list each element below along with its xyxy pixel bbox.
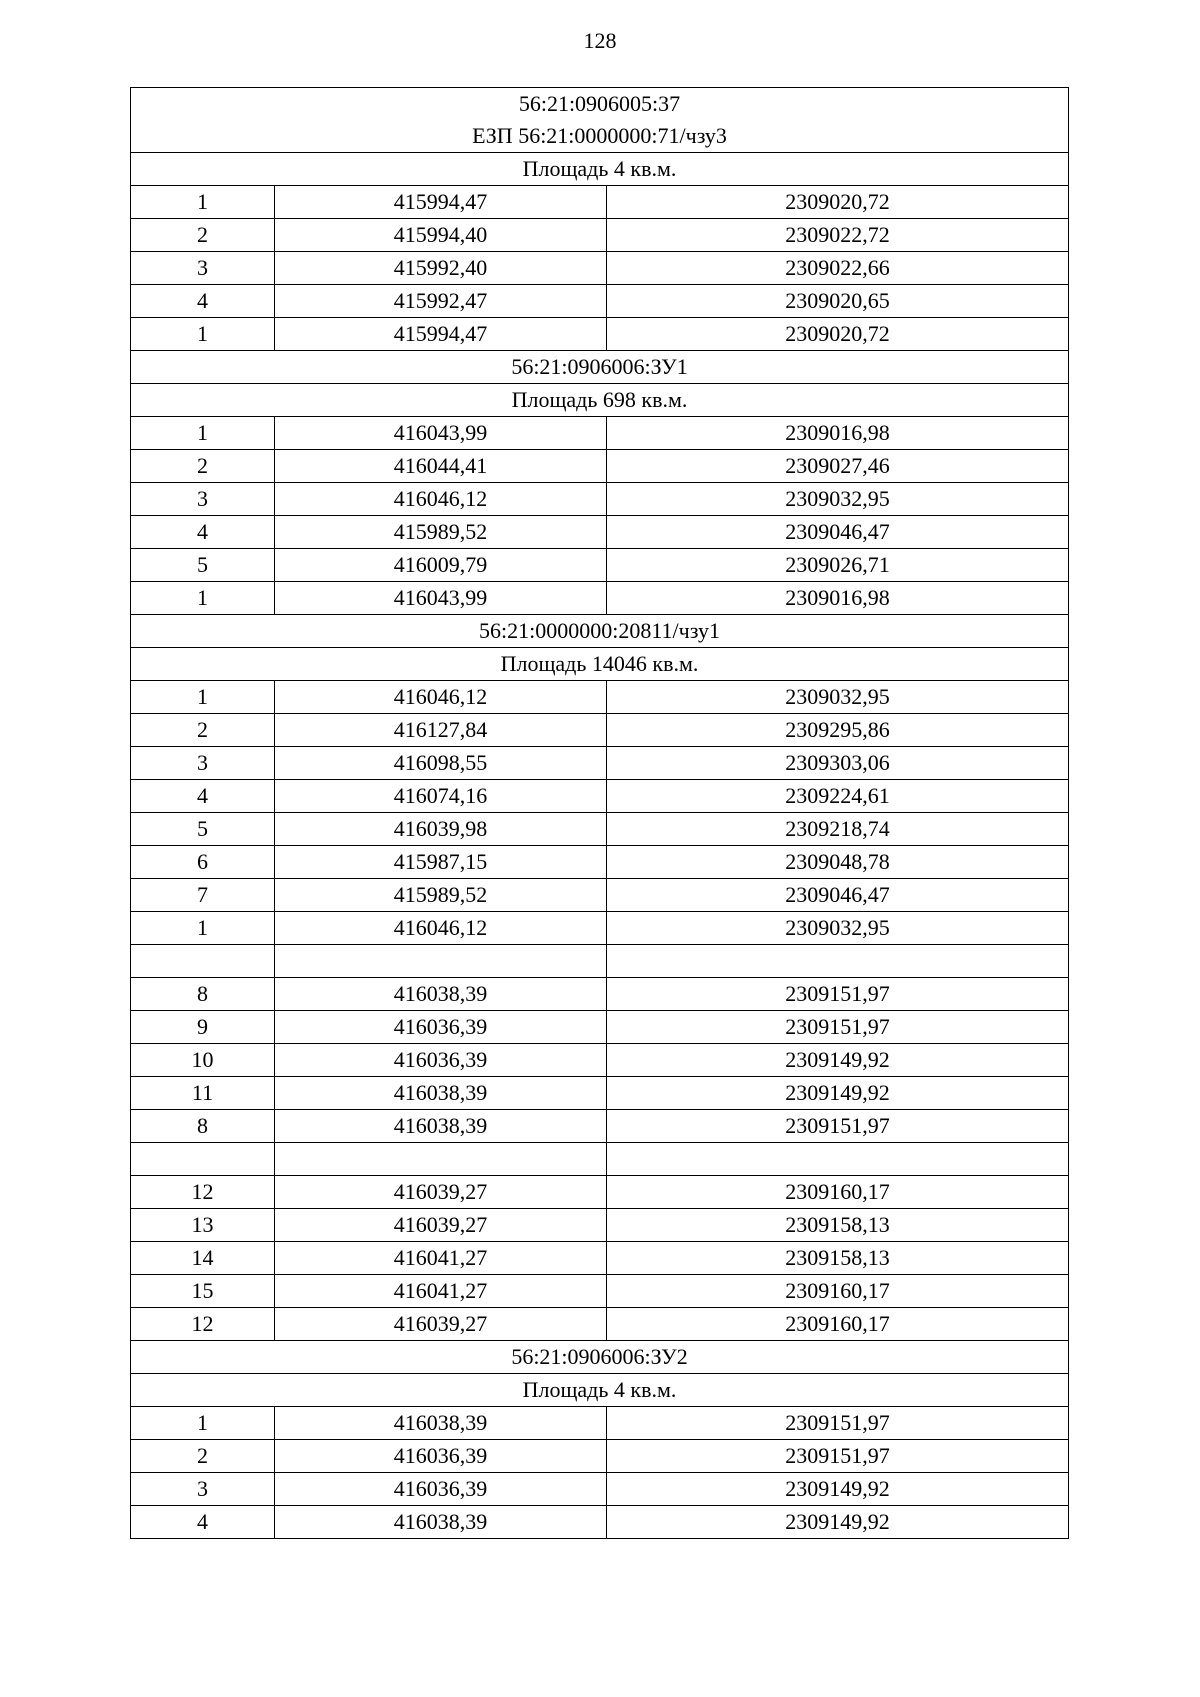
y-coordinate-cell: 2309022,66 bbox=[607, 252, 1069, 285]
x-coordinate-cell: 416039,27 bbox=[275, 1176, 607, 1209]
table-row bbox=[131, 516, 1069, 549]
x-coordinate-cell: 416074,16 bbox=[275, 780, 607, 813]
table-row bbox=[131, 450, 1069, 483]
table-row bbox=[131, 582, 1069, 615]
x-coordinate-cell: 416046,12 bbox=[275, 483, 607, 516]
x-coordinate-cell: 415994,40 bbox=[275, 219, 607, 252]
point-number-cell: 1 bbox=[131, 318, 275, 351]
point-number-cell: 4 bbox=[131, 1506, 275, 1539]
point-number-cell: 1 bbox=[131, 912, 275, 945]
point-number-cell: 12 bbox=[131, 1176, 275, 1209]
point-number-cell: 1 bbox=[131, 186, 275, 219]
y-coordinate-cell: 2309158,13 bbox=[607, 1209, 1069, 1242]
y-coordinate-cell: 2309149,92 bbox=[607, 1044, 1069, 1077]
section-title-cell: 56:21:0000000:20811/чзу1 bbox=[131, 615, 1069, 648]
x-coordinate-cell: 415994,47 bbox=[275, 318, 607, 351]
point-number-cell: 4 bbox=[131, 780, 275, 813]
y-coordinate-cell: 2309016,98 bbox=[607, 417, 1069, 450]
x-coordinate-cell: 416038,39 bbox=[275, 1110, 607, 1143]
point-number-cell: 10 bbox=[131, 1044, 275, 1077]
x-coordinate-cell: 416044,41 bbox=[275, 450, 607, 483]
y-coordinate-cell: 2309151,97 bbox=[607, 1011, 1069, 1044]
table-row bbox=[131, 549, 1069, 582]
section-title-row bbox=[131, 153, 1069, 186]
parcel-header-cell bbox=[131, 88, 1069, 153]
point-number-cell: 2 bbox=[131, 450, 275, 483]
table-row bbox=[131, 1275, 1069, 1308]
y-coordinate-cell: 2309046,47 bbox=[607, 516, 1069, 549]
point-number-cell bbox=[131, 945, 275, 978]
x-coordinate-cell: 416039,27 bbox=[275, 1308, 607, 1341]
x-coordinate-cell: 416039,27 bbox=[275, 1209, 607, 1242]
table-row bbox=[131, 219, 1069, 252]
x-coordinate-cell bbox=[275, 1143, 607, 1176]
table-row bbox=[131, 1077, 1069, 1110]
y-coordinate-cell: 2309026,71 bbox=[607, 549, 1069, 582]
point-number-cell: 5 bbox=[131, 549, 275, 582]
table-row bbox=[131, 681, 1069, 714]
y-coordinate-cell: 2309020,72 bbox=[607, 318, 1069, 351]
x-coordinate-cell: 415987,15 bbox=[275, 846, 607, 879]
table-row bbox=[131, 1473, 1069, 1506]
y-coordinate-cell: 2309151,97 bbox=[607, 1110, 1069, 1143]
coordinates-table-body bbox=[131, 88, 1069, 1539]
table-row bbox=[131, 483, 1069, 516]
y-coordinate-cell: 2309303,06 bbox=[607, 747, 1069, 780]
table-row bbox=[131, 1044, 1069, 1077]
point-number-cell: 15 bbox=[131, 1275, 275, 1308]
x-coordinate-cell: 416036,39 bbox=[275, 1440, 607, 1473]
table-row bbox=[131, 417, 1069, 450]
x-coordinate-cell: 416038,39 bbox=[275, 978, 607, 1011]
coordinates-table bbox=[130, 87, 1069, 1539]
y-coordinate-cell: 2309048,78 bbox=[607, 846, 1069, 879]
y-coordinate-cell: 2309295,86 bbox=[607, 714, 1069, 747]
section-title-cell: 56:21:0906006:ЗУ1 bbox=[131, 351, 1069, 384]
section-title-row bbox=[131, 351, 1069, 384]
x-coordinate-cell: 416043,99 bbox=[275, 417, 607, 450]
y-coordinate-cell bbox=[607, 1143, 1069, 1176]
x-coordinate-cell: 415989,52 bbox=[275, 879, 607, 912]
point-number-cell: 1 bbox=[131, 582, 275, 615]
point-number-cell: 6 bbox=[131, 846, 275, 879]
point-number-cell: 8 bbox=[131, 978, 275, 1011]
parcel-header-line: ЕЗП 56:21:0000000:71/чзу3 bbox=[472, 123, 727, 148]
parcel-header-row bbox=[131, 88, 1069, 153]
x-coordinate-cell: 416036,39 bbox=[275, 1011, 607, 1044]
y-coordinate-cell: 2309160,17 bbox=[607, 1308, 1069, 1341]
table-row bbox=[131, 846, 1069, 879]
point-number-cell: 11 bbox=[131, 1077, 275, 1110]
section-title-cell: Площадь 4 кв.м. bbox=[131, 1374, 1069, 1407]
table-row bbox=[131, 1110, 1069, 1143]
x-coordinate-cell: 416127,84 bbox=[275, 714, 607, 747]
y-coordinate-cell: 2309149,92 bbox=[607, 1473, 1069, 1506]
y-coordinate-cell bbox=[607, 945, 1069, 978]
y-coordinate-cell: 2309151,97 bbox=[607, 1407, 1069, 1440]
point-number-cell: 14 bbox=[131, 1242, 275, 1275]
section-title-cell: Площадь 698 кв.м. bbox=[131, 384, 1069, 417]
x-coordinate-cell: 416041,27 bbox=[275, 1275, 607, 1308]
x-coordinate-cell: 415992,40 bbox=[275, 252, 607, 285]
point-number-cell: 12 bbox=[131, 1308, 275, 1341]
y-coordinate-cell: 2309151,97 bbox=[607, 978, 1069, 1011]
y-coordinate-cell: 2309032,95 bbox=[607, 912, 1069, 945]
point-number-cell: 5 bbox=[131, 813, 275, 846]
table-row bbox=[131, 285, 1069, 318]
x-coordinate-cell: 416046,12 bbox=[275, 681, 607, 714]
point-number-cell: 2 bbox=[131, 219, 275, 252]
table-row bbox=[131, 318, 1069, 351]
y-coordinate-cell: 2309149,92 bbox=[607, 1077, 1069, 1110]
table-row bbox=[131, 1011, 1069, 1044]
y-coordinate-cell: 2309158,13 bbox=[607, 1242, 1069, 1275]
point-number-cell: 9 bbox=[131, 1011, 275, 1044]
point-number-cell: 4 bbox=[131, 516, 275, 549]
table-row bbox=[131, 714, 1069, 747]
table-row bbox=[131, 1440, 1069, 1473]
y-coordinate-cell: 2309046,47 bbox=[607, 879, 1069, 912]
section-title-row bbox=[131, 648, 1069, 681]
point-number-cell bbox=[131, 1143, 275, 1176]
point-number-cell: 1 bbox=[131, 681, 275, 714]
y-coordinate-cell: 2309149,92 bbox=[607, 1506, 1069, 1539]
table-row bbox=[131, 252, 1069, 285]
point-number-cell: 3 bbox=[131, 1473, 275, 1506]
x-coordinate-cell: 416041,27 bbox=[275, 1242, 607, 1275]
table-row bbox=[131, 1176, 1069, 1209]
section-title-cell: Площадь 14046 кв.м. bbox=[131, 648, 1069, 681]
table-row bbox=[131, 780, 1069, 813]
table-row bbox=[131, 945, 1069, 978]
x-coordinate-cell bbox=[275, 945, 607, 978]
x-coordinate-cell: 415989,52 bbox=[275, 516, 607, 549]
point-number-cell: 8 bbox=[131, 1110, 275, 1143]
table-row bbox=[131, 1242, 1069, 1275]
y-coordinate-cell: 2309224,61 bbox=[607, 780, 1069, 813]
section-title-row bbox=[131, 1341, 1069, 1374]
point-number-cell: 2 bbox=[131, 714, 275, 747]
point-number-cell: 3 bbox=[131, 252, 275, 285]
table-row bbox=[131, 1308, 1069, 1341]
y-coordinate-cell: 2309151,97 bbox=[607, 1440, 1069, 1473]
y-coordinate-cell: 2309032,95 bbox=[607, 681, 1069, 714]
y-coordinate-cell: 2309218,74 bbox=[607, 813, 1069, 846]
x-coordinate-cell: 416043,99 bbox=[275, 582, 607, 615]
x-coordinate-cell: 416046,12 bbox=[275, 912, 607, 945]
table-row bbox=[131, 1407, 1069, 1440]
point-number-cell: 13 bbox=[131, 1209, 275, 1242]
page-number: 128 bbox=[583, 28, 617, 53]
y-coordinate-cell: 2309020,72 bbox=[607, 186, 1069, 219]
parcel-header-line: 56:21:0906005:37 bbox=[518, 91, 681, 116]
point-number-cell: 3 bbox=[131, 483, 275, 516]
table-row bbox=[131, 186, 1069, 219]
x-coordinate-cell: 416036,39 bbox=[275, 1473, 607, 1506]
section-title-cell: 56:21:0906006:ЗУ2 bbox=[131, 1341, 1069, 1374]
x-coordinate-cell: 416098,55 bbox=[275, 747, 607, 780]
table-row bbox=[131, 1143, 1069, 1176]
x-coordinate-cell: 415992,47 bbox=[275, 285, 607, 318]
section-title-cell: Площадь 4 кв.м. bbox=[131, 153, 1069, 186]
y-coordinate-cell: 2309032,95 bbox=[607, 483, 1069, 516]
x-coordinate-cell: 416038,39 bbox=[275, 1077, 607, 1110]
table-row bbox=[131, 1506, 1069, 1539]
table-row bbox=[131, 813, 1069, 846]
x-coordinate-cell: 416038,39 bbox=[275, 1407, 607, 1440]
y-coordinate-cell: 2309160,17 bbox=[607, 1176, 1069, 1209]
y-coordinate-cell: 2309027,46 bbox=[607, 450, 1069, 483]
point-number-cell: 1 bbox=[131, 1407, 275, 1440]
section-title-row bbox=[131, 615, 1069, 648]
x-coordinate-cell: 415994,47 bbox=[275, 186, 607, 219]
x-coordinate-cell: 416039,98 bbox=[275, 813, 607, 846]
table-row bbox=[131, 879, 1069, 912]
point-number-cell: 1 bbox=[131, 417, 275, 450]
point-number-cell: 2 bbox=[131, 1440, 275, 1473]
y-coordinate-cell: 2309020,65 bbox=[607, 285, 1069, 318]
y-coordinate-cell: 2309016,98 bbox=[607, 582, 1069, 615]
table-row bbox=[131, 1209, 1069, 1242]
table-row bbox=[131, 912, 1069, 945]
x-coordinate-cell: 416036,39 bbox=[275, 1044, 607, 1077]
section-title-row bbox=[131, 384, 1069, 417]
y-coordinate-cell: 2309160,17 bbox=[607, 1275, 1069, 1308]
point-number-cell: 4 bbox=[131, 285, 275, 318]
x-coordinate-cell: 416038,39 bbox=[275, 1506, 607, 1539]
section-title-row bbox=[131, 1374, 1069, 1407]
y-coordinate-cell: 2309022,72 bbox=[607, 219, 1069, 252]
x-coordinate-cell: 416009,79 bbox=[275, 549, 607, 582]
table-row bbox=[131, 978, 1069, 1011]
table-row bbox=[131, 747, 1069, 780]
point-number-cell: 3 bbox=[131, 747, 275, 780]
point-number-cell: 7 bbox=[131, 879, 275, 912]
